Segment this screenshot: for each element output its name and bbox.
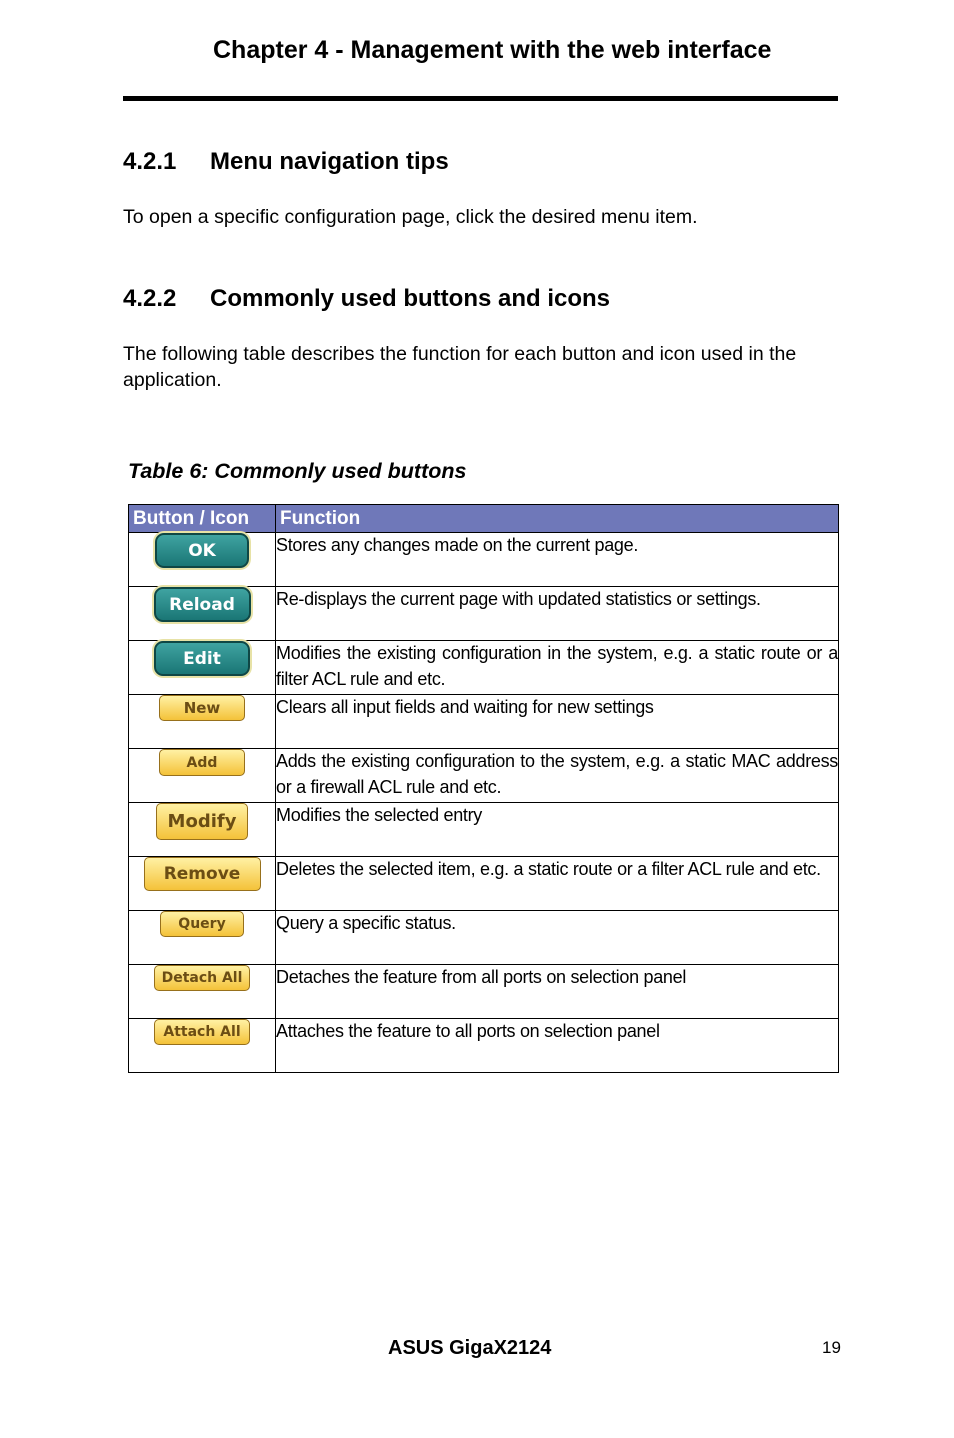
footer-product-name: ASUS GigaX2124: [388, 1337, 552, 1359]
button-cell: [129, 965, 276, 1019]
table-row: [129, 749, 839, 803]
function-cell: Modifies the selected entry: [276, 803, 839, 857]
attach-all-button[interactable]: Attach All: [154, 1019, 250, 1045]
table-row: [129, 641, 839, 695]
button-cell: [129, 857, 276, 911]
table-caption: Table 6: Commonly used buttons: [128, 459, 467, 483]
table-row: [129, 965, 839, 1019]
button-cell: [129, 1019, 276, 1073]
function-cell: Stores any changes made on the current page.: [276, 533, 839, 587]
function-cell: Re-displays the current page with updated statistics or settings.: [276, 587, 839, 641]
table-row: [129, 857, 839, 911]
table-row: [129, 1019, 839, 1073]
remove-button[interactable]: Remove: [144, 857, 261, 891]
button-cell: [129, 695, 276, 749]
detach-all-button[interactable]: Detach All: [154, 965, 250, 991]
ok-button[interactable]: OK: [155, 533, 249, 568]
function-cell: Attaches the feature to all ports on selection panel: [276, 1019, 839, 1073]
section-body: The following table describes the function for each button and icon used in the application.: [123, 343, 797, 391]
section-heading-menu-navigation: [123, 148, 449, 176]
function-cell: Modifies the existing configuration in the system, e.g. a static route or a filter ACL rule and etc.: [276, 641, 839, 695]
table-header-row: [129, 505, 839, 533]
section-title: Menu navigation tips: [210, 148, 449, 175]
add-button[interactable]: Add: [159, 749, 245, 776]
edit-button[interactable]: Edit: [154, 641, 250, 676]
function-cell: Detaches the feature from all ports on selection panel: [276, 965, 839, 1019]
section-body: To open a specific configuration page, click the desired menu item.: [123, 206, 698, 228]
function-cell: Query a specific status.: [276, 911, 839, 965]
header-rule: [123, 96, 838, 101]
page-number: 19: [822, 1338, 841, 1357]
section-title: Commonly used buttons and icons: [210, 285, 611, 312]
button-cell: [129, 641, 276, 695]
table-row: [129, 533, 839, 587]
button-cell: [129, 533, 276, 587]
column-header-function: Function: [276, 505, 839, 533]
section-number: 4.2.1: [123, 148, 177, 175]
function-cell: Clears all input fields and waiting for new settings: [276, 695, 839, 749]
table-row: [129, 911, 839, 965]
button-cell: [129, 803, 276, 857]
button-cell: [129, 749, 276, 803]
new-button[interactable]: New: [159, 695, 245, 721]
function-cell: Adds the existing configuration to the system, e.g. a static MAC address or a firewall ACL rule and etc.: [276, 749, 839, 803]
button-cell: [129, 911, 276, 965]
function-cell: Deletes the selected item, e.g. a static route or a filter ACL rule and etc.: [276, 857, 839, 911]
buttons-table: [128, 504, 839, 1073]
chapter-title: Chapter 4 - Management with the web interface: [213, 36, 772, 64]
button-cell: [129, 587, 276, 641]
column-header-button-icon: Button / Icon: [129, 505, 276, 533]
query-button[interactable]: Query: [160, 911, 244, 937]
reload-button[interactable]: Reload: [154, 587, 251, 622]
table-row: [129, 695, 839, 749]
table-row: [129, 803, 839, 857]
table-row: [129, 587, 839, 641]
modify-button[interactable]: Modify: [156, 803, 248, 840]
section-number: 4.2.2: [123, 285, 177, 312]
section-heading-buttons-icons: [123, 285, 610, 313]
